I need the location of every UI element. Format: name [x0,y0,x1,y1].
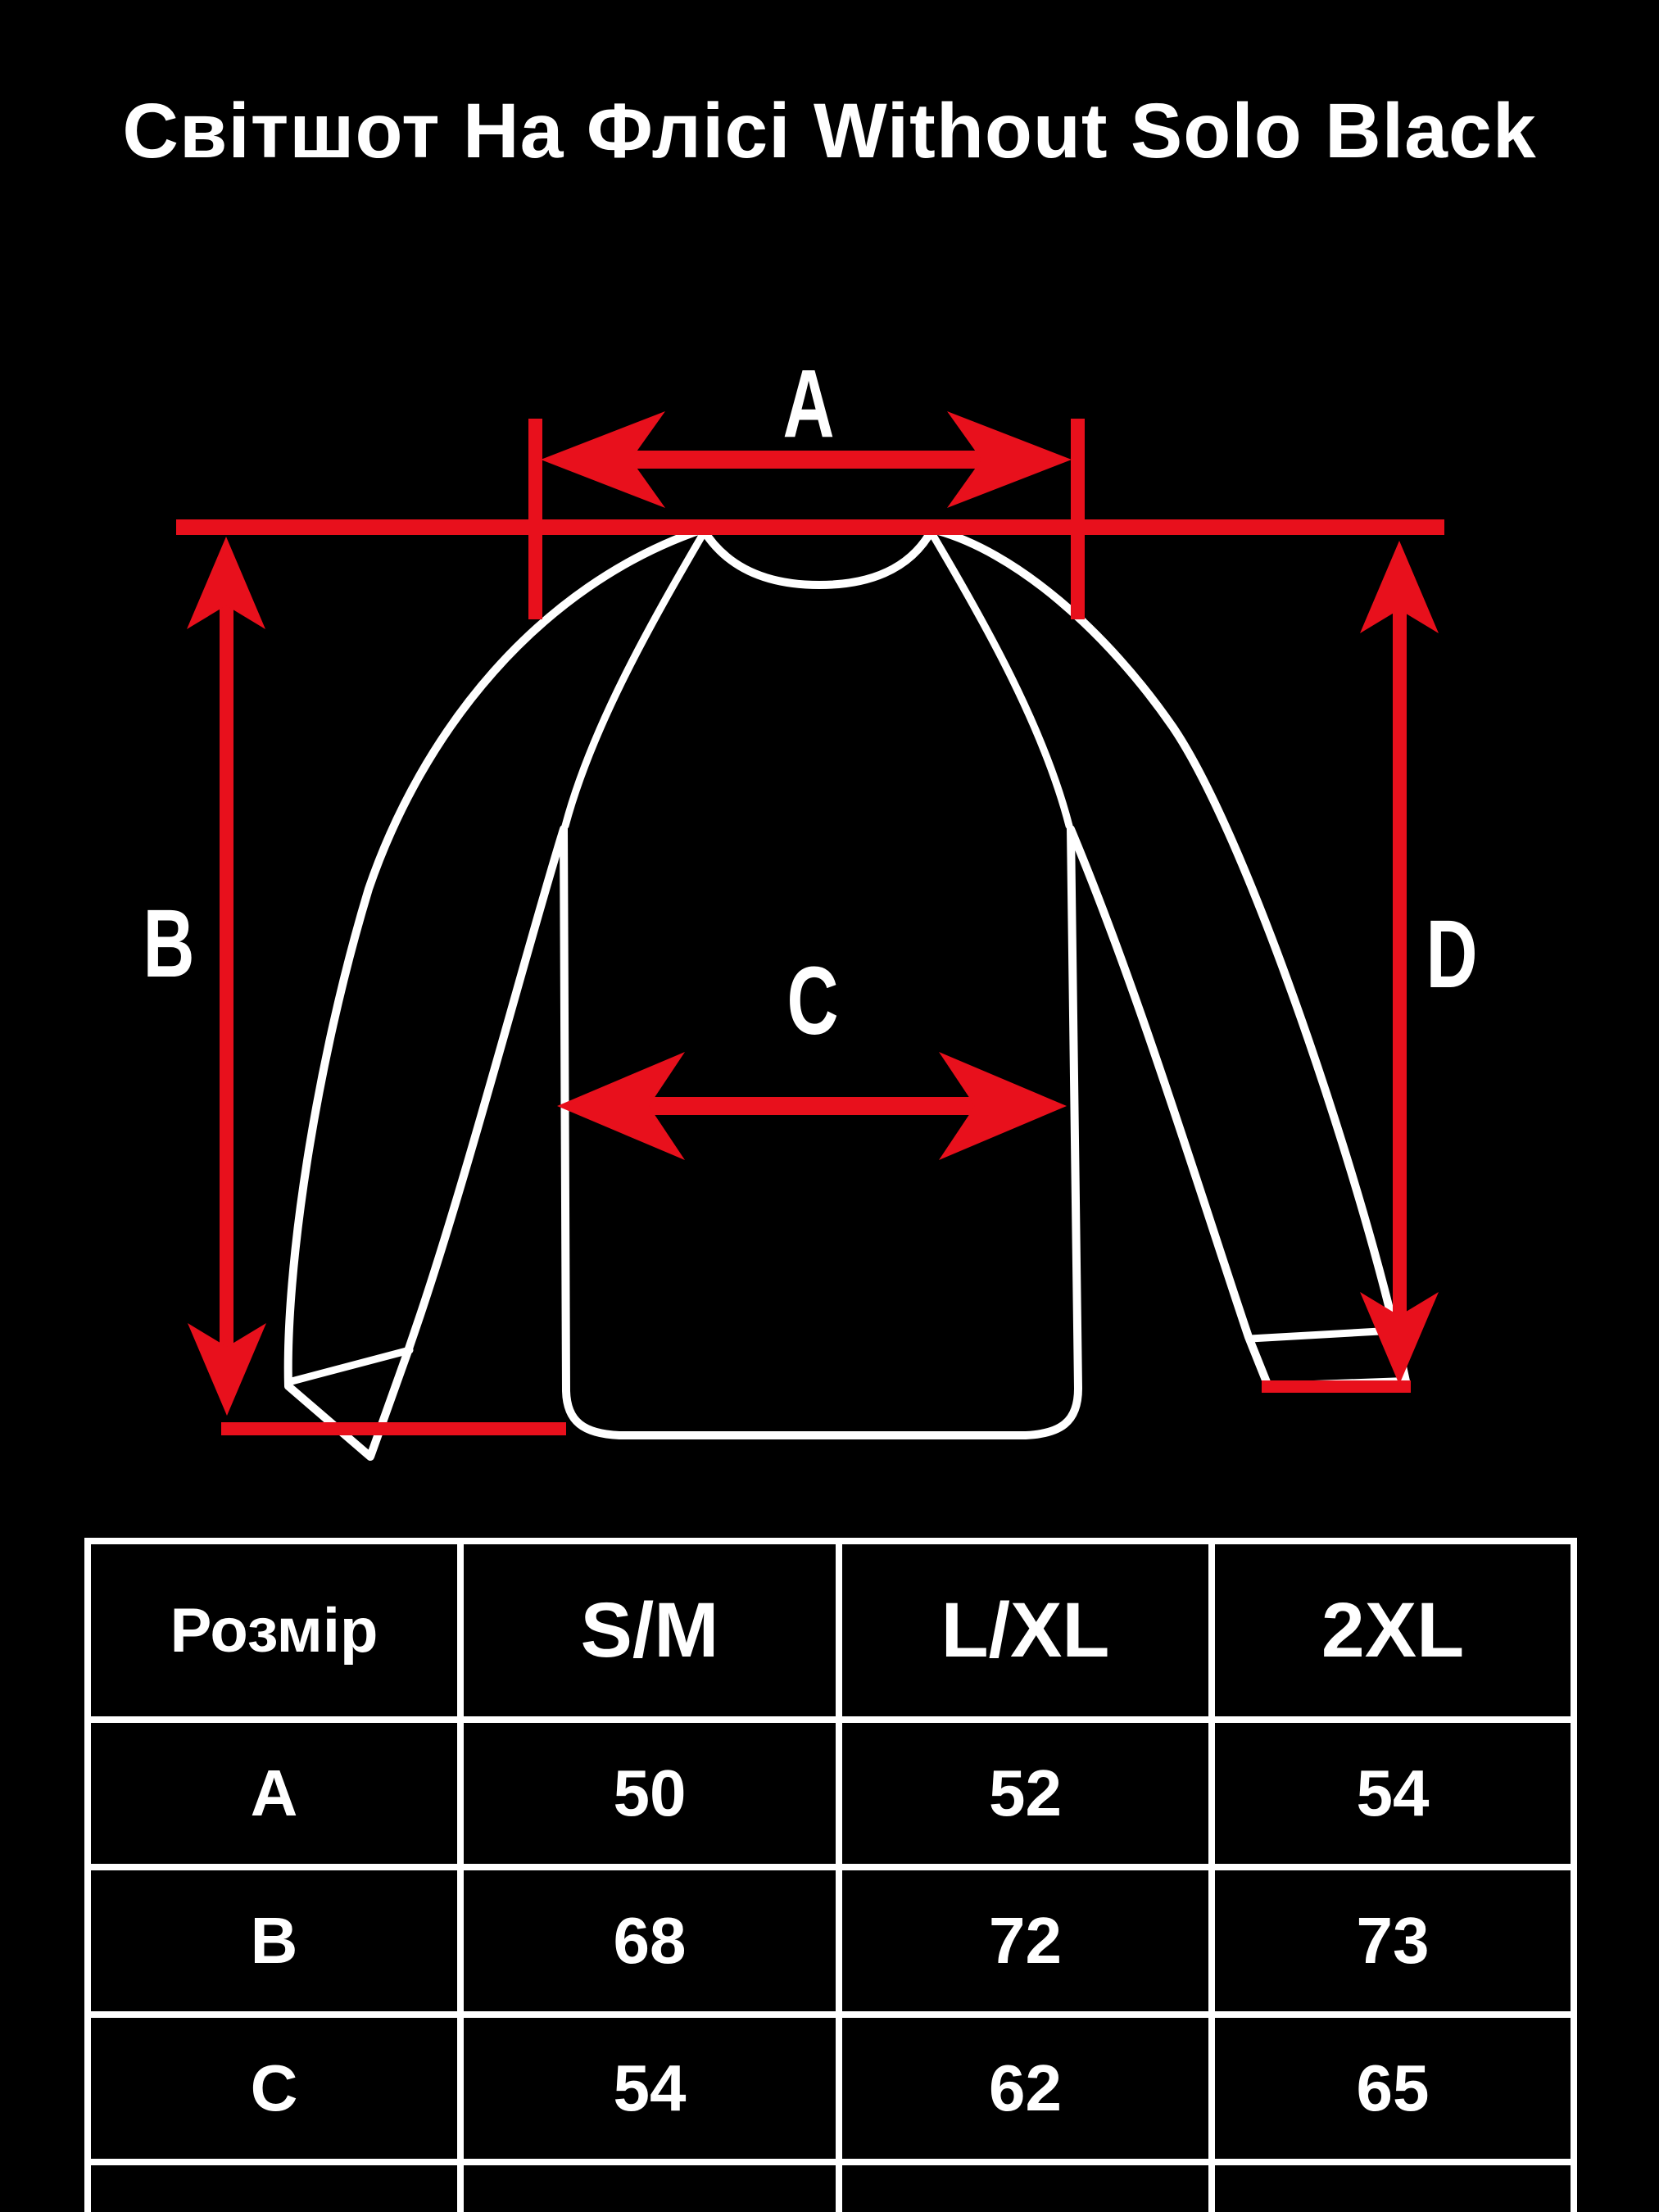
row-d-label [88,2162,460,2212]
label-b: B [143,889,195,998]
row-d-lxl [839,2162,1212,2212]
row-d-sm [460,2162,839,2212]
table-header-2xl: 2XL [1212,1541,1574,1720]
right-cuff-baseline [1262,1380,1411,1393]
sweatshirt-outline [288,529,1406,1457]
a-right-tick [1071,419,1085,619]
row-d-2xl [1212,2162,1574,2212]
d-arrow-shaft [1393,608,1407,1319]
b-arrow-shaft [220,604,233,1350]
label-c: C [786,946,839,1055]
table-header-size: Розмір [88,1541,460,1720]
row-c-lxl: 62 [839,2015,1212,2162]
left-hem-baseline [221,1422,566,1435]
row-c-sm: 54 [460,2015,839,2162]
page-title: Світшот На Флісі Without Solo Black [122,87,1537,175]
row-b-sm: 68 [460,1867,839,2015]
table-header-lxl: L/XL [839,1541,1212,1720]
table-header-sm: S/M [460,1541,839,1720]
row-b-label: B [88,1867,460,2015]
a-left-tick [528,419,542,619]
label-a: A [782,349,835,458]
c-arrow-shaft [649,1097,975,1115]
row-b-2xl: 73 [1212,1867,1574,2015]
row-a-label: A [88,1720,460,1867]
label-d: D [1426,900,1478,1009]
row-c-2xl: 65 [1212,2015,1574,2162]
row-a-lxl: 52 [839,1720,1212,1867]
row-a-2xl: 54 [1212,1720,1574,1867]
shoulder-line [176,519,1444,535]
row-a-sm: 50 [460,1720,839,1867]
size-table [84,1538,1577,2212]
row-c-label: C [88,2015,460,2162]
row-b-lxl: 72 [839,1867,1212,2015]
